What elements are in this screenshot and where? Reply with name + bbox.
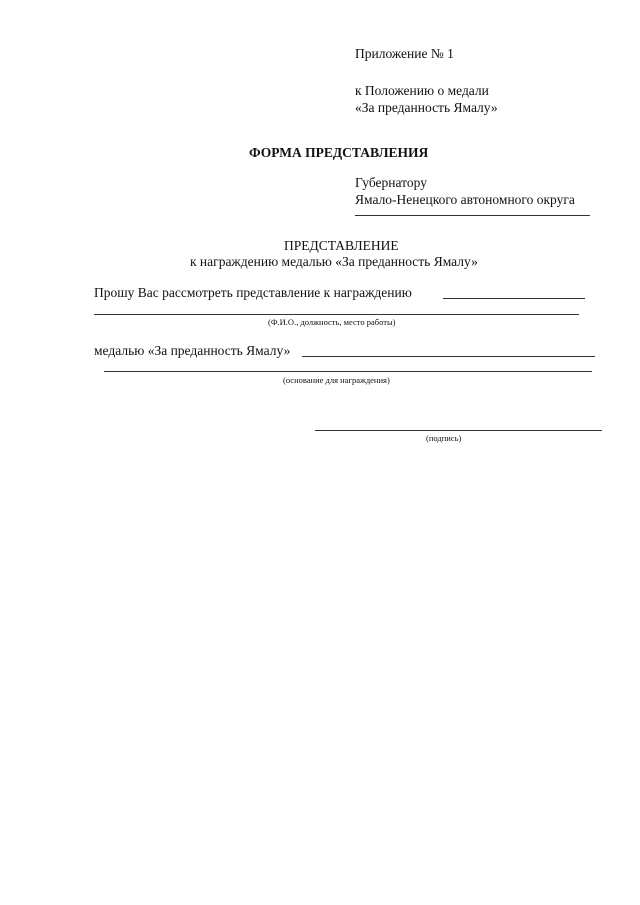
- regulation-reference: к Положению о медали: [355, 83, 489, 98]
- form-title: ФОРМА ПРЕДСТАВЛЕНИЯ: [249, 145, 429, 160]
- basis-caption: (основание для награждения): [283, 375, 390, 385]
- request-text: Прошу Вас рассмотреть представление к награждению: [94, 285, 412, 300]
- addressee-name-line: [355, 215, 590, 216]
- signature-line: [315, 430, 602, 431]
- basis-line-1: [302, 356, 595, 357]
- basis-line-2: [104, 371, 592, 372]
- medal-name: «За преданность Ямалу»: [355, 100, 498, 115]
- document-subtitle: к награждению медалью «За преданность Ямалу»: [190, 254, 478, 269]
- nominee-line-1: [443, 298, 585, 299]
- nominee-caption: (Ф.И.О., должность, место работы): [268, 317, 396, 327]
- nominee-line-2: [94, 314, 579, 315]
- addressee-title: Губернатору: [355, 175, 427, 190]
- signature-caption: (подпись): [426, 433, 462, 443]
- addressee-region: Ямало-Ненецкого автономного округа: [355, 192, 575, 207]
- appendix-number: Приложение № 1: [355, 46, 454, 61]
- document-title: ПРЕДСТАВЛЕНИЕ: [284, 238, 399, 253]
- medal-text: медалью «За преданность Ямалу»: [94, 343, 291, 358]
